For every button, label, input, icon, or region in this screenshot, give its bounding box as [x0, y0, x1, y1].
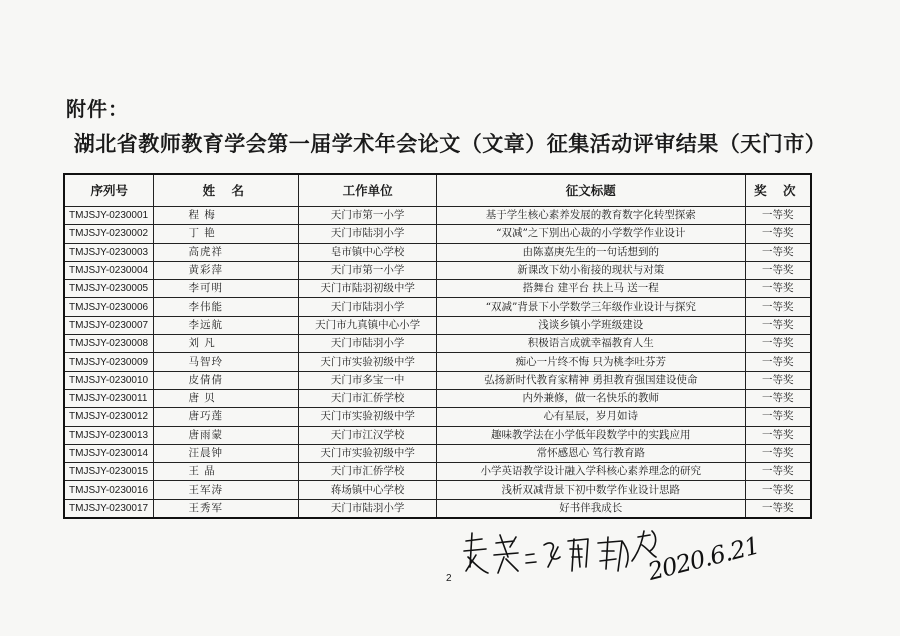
table-row	[64, 316, 811, 334]
cell-unit: 皂市镇中心学校	[299, 243, 437, 261]
table-row	[64, 280, 811, 298]
column-header-name: 姓 名	[154, 174, 299, 207]
cell-serial: TMJSJY-0230003	[64, 243, 154, 261]
cell-name: 刘 凡	[154, 335, 299, 353]
cell-name: 丁 艳	[154, 225, 299, 243]
column-header-topic: 征文标题	[436, 174, 745, 207]
cell-serial: TMJSJY-0230013	[64, 426, 154, 444]
cell-name: 汪晨钟	[154, 444, 299, 462]
table-row	[64, 444, 811, 462]
table-row	[64, 353, 811, 371]
cell-topic: 小学英语教学设计融入学科核心素养理念的研究	[436, 463, 745, 481]
cell-unit: 天门市陆羽小学	[299, 298, 437, 316]
cell-award: 一等奖	[745, 371, 811, 389]
cell-topic: 搭舞台 建平台 扶上马 送一程	[436, 280, 745, 298]
table-row	[64, 408, 811, 426]
table-row	[64, 371, 811, 389]
cell-topic: 趣味教学法在小学低年段数学中的实践应用	[436, 426, 745, 444]
cell-serial: TMJSJY-0230014	[64, 444, 154, 462]
cell-name: 唐巧莲	[154, 408, 299, 426]
table-row	[64, 481, 811, 499]
table-row	[64, 207, 811, 225]
results-table	[63, 173, 812, 519]
cell-award: 一等奖	[745, 243, 811, 261]
cell-award: 一等奖	[745, 389, 811, 407]
cell-unit: 天门市九真镇中心小学	[299, 316, 437, 334]
cell-serial: TMJSJY-0230012	[64, 408, 154, 426]
cell-award: 一等奖	[745, 444, 811, 462]
cell-topic: 积极语言成就幸福教育人生	[436, 335, 745, 353]
cell-serial: TMJSJY-0230004	[64, 261, 154, 279]
attachment-label: 附件：	[66, 97, 129, 121]
cell-serial: TMJSJY-0230001	[64, 207, 154, 225]
table-row	[64, 335, 811, 353]
cell-name: 李远航	[154, 316, 299, 334]
cell-name: 高虎祥	[154, 243, 299, 261]
cell-serial: TMJSJY-0230007	[64, 316, 154, 334]
cell-name: 李伟能	[154, 298, 299, 316]
cell-unit: 天门市第一小学	[299, 261, 437, 279]
cell-topic: 基于学生核心素养发展的教育数字化转型探索	[436, 207, 745, 225]
cell-award: 一等奖	[745, 261, 811, 279]
cell-award: 一等奖	[745, 353, 811, 371]
cell-serial: TMJSJY-0230011	[64, 389, 154, 407]
column-header-unit: 工作单位	[299, 174, 437, 207]
cell-topic: 浅谈乡镇小学班级建设	[436, 316, 745, 334]
table-row	[64, 499, 811, 518]
cell-name: 皮倩倩	[154, 371, 299, 389]
table-row	[64, 261, 811, 279]
cell-serial: TMJSJY-0230017	[64, 499, 154, 518]
cell-award: 一等奖	[745, 298, 811, 316]
cell-award: 一等奖	[745, 426, 811, 444]
cell-name: 王军涛	[154, 481, 299, 499]
cell-serial: TMJSJY-0230015	[64, 463, 154, 481]
cell-topic: 浅析双减背景下初中数学作业设计思路	[436, 481, 745, 499]
cell-unit: 天门市多宝一中	[299, 371, 437, 389]
cell-topic: 常怀感恩心 笃行教育路	[436, 444, 745, 462]
cell-unit: 天门市陆羽小学	[299, 499, 437, 518]
cell-unit: 天门市实验初级中学	[299, 353, 437, 371]
cell-name: 王秀军	[154, 499, 299, 518]
column-header-award: 奖 次	[745, 174, 811, 207]
cell-name: 王 晶	[154, 463, 299, 481]
cell-topic: 新课改下幼小衔接的现状与对策	[436, 261, 745, 279]
cell-serial: TMJSJY-0230009	[64, 353, 154, 371]
cell-serial: TMJSJY-0230006	[64, 298, 154, 316]
cell-unit: 天门市汇侨学校	[299, 389, 437, 407]
cell-topic: “双减”之下别出心裁的小学数学作业设计	[436, 225, 745, 243]
cell-unit: 天门市陆羽初级中学	[299, 280, 437, 298]
handwritten-date: 2020.6.21	[645, 531, 762, 586]
cell-award: 一等奖	[745, 280, 811, 298]
cell-serial: TMJSJY-0230005	[64, 280, 154, 298]
table-row	[64, 225, 811, 243]
cell-award: 一等奖	[745, 463, 811, 481]
cell-serial: TMJSJY-0230002	[64, 225, 154, 243]
cell-unit: 天门市陆羽小学	[299, 225, 437, 243]
cell-name: 唐雨蒙	[154, 426, 299, 444]
cell-award: 一等奖	[745, 408, 811, 426]
cell-serial: TMJSJY-0230016	[64, 481, 154, 499]
cell-award: 一等奖	[745, 207, 811, 225]
cell-topic: 心有星辰，岁月如诗	[436, 408, 745, 426]
table-row	[64, 298, 811, 316]
table-row	[64, 389, 811, 407]
cell-unit: 蒋场镇中心学校	[299, 481, 437, 499]
cell-unit: 天门市实验初级中学	[299, 408, 437, 426]
cell-name: 马智玲	[154, 353, 299, 371]
cell-unit: 天门市第一小学	[299, 207, 437, 225]
table-row	[64, 426, 811, 444]
cell-award: 一等奖	[745, 481, 811, 499]
cell-topic: 由陈嘉庚先生的一句话想到的	[436, 243, 745, 261]
cell-topic: 好书伴我成长	[436, 499, 745, 518]
column-header-serial: 序列号	[64, 174, 154, 207]
cell-serial: TMJSJY-0230010	[64, 371, 154, 389]
cell-unit: 天门市江汉学校	[299, 426, 437, 444]
cell-award: 一等奖	[745, 316, 811, 334]
cell-name: 唐 贝	[154, 389, 299, 407]
cell-name: 程 梅	[154, 207, 299, 225]
cell-award: 一等奖	[745, 499, 811, 518]
table-body	[64, 207, 811, 519]
cell-topic: 内外兼修，做一名快乐的教师	[436, 389, 745, 407]
cell-name: 李可明	[154, 280, 299, 298]
cell-award: 一等奖	[745, 225, 811, 243]
table-row	[64, 463, 811, 481]
cell-unit: 天门市实验初级中学	[299, 444, 437, 462]
cell-serial: TMJSJY-0230008	[64, 335, 154, 353]
cell-unit: 天门市汇侨学校	[299, 463, 437, 481]
cell-topic: 痴心一片终不悔 只为桃李吐芬芳	[436, 353, 745, 371]
cell-unit: 天门市陆羽小学	[299, 335, 437, 353]
cell-topic: 弘扬新时代教育家精神 勇担教育强国建设使命	[436, 371, 745, 389]
cell-topic: “双减”背景下小学数学三年级作业设计与探究	[436, 298, 745, 316]
page-number: 2	[446, 573, 452, 584]
cell-award: 一等奖	[745, 335, 811, 353]
cell-name: 黄彩萍	[154, 261, 299, 279]
document-title: 湖北省教师教育学会第一届学术年会论文（文章）征集活动评审结果（天门市）	[73, 131, 827, 156]
table-row	[64, 243, 811, 261]
table-header-row	[64, 174, 811, 207]
